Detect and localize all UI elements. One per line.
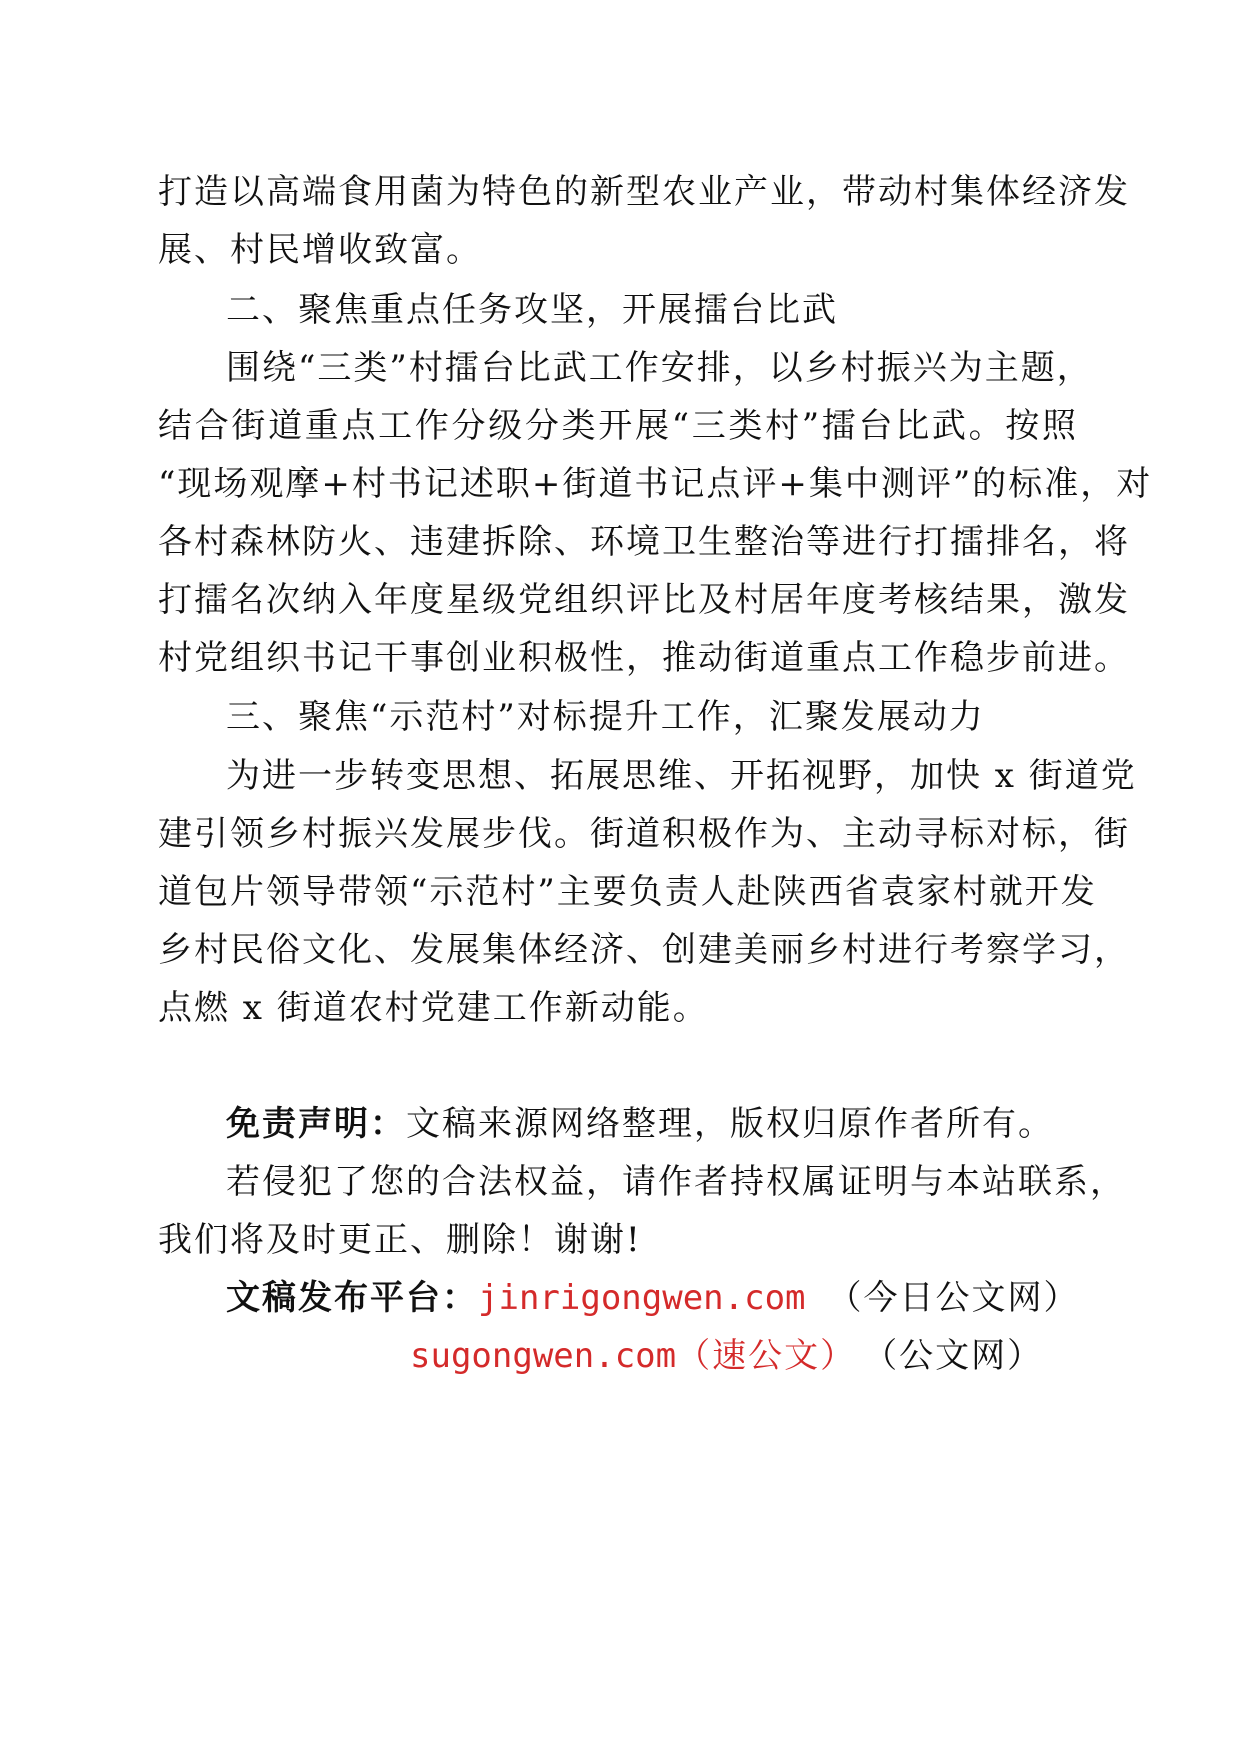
platform-line-2 xyxy=(410,1336,1090,1376)
platform-label: 文稿发布平台： xyxy=(226,1278,478,1318)
paragraph-line: 村党组织书记干事创业积极性，推动街道重点工作稳步前进。 xyxy=(158,638,1130,678)
paragraph-line: 各村森林防火、违建拆除、环境卫生整治等进行打擂排名，将 xyxy=(158,522,1130,562)
disclaimer-line-2: 若侵犯了您的合法权益，请作者持权属证明与本站联系， xyxy=(226,1162,1126,1202)
site1-link[interactable]: jinrigongwen.com xyxy=(478,1278,806,1318)
paragraph-line: “现场观摩+村书记述职+街道书记点评+集中测评”的标准，对 xyxy=(158,464,1153,504)
paragraph-line: 乡村民俗文化、发展集体经济、创建美丽乡村进行考察学习， xyxy=(158,930,1130,970)
section-heading-2: 二、聚焦重点任务攻坚，开展擂台比武 xyxy=(226,290,838,330)
paragraph-line: 展、村民增收致富。 xyxy=(158,230,482,270)
paragraph-line: 道包片领导带领“示范村”主要负责人赴陕西省袁家村就开发 xyxy=(158,872,1097,912)
paragraph-line: 点燃 x 街道农村党建工作新动能。 xyxy=(158,988,709,1028)
paragraph-line: 打造以高端食用菌为特色的新型农业产业，带动村集体经济发 xyxy=(158,172,1130,212)
site2-name: （公文网） xyxy=(880,1336,1044,1376)
paragraph-line: 围绕“三类”村擂台比武工作安排，以乡村振兴为主题， xyxy=(226,348,1093,388)
disclaimer-label: 免责声明： xyxy=(226,1104,406,1144)
paragraph-line: 打擂名次纳入年度星级党组织评比及村居年度考核结果，激发 xyxy=(158,580,1130,620)
paragraph-line: 建引领乡村振兴发展步伐。街道积极作为、主动寻标对标，街 xyxy=(158,814,1130,854)
disclaimer-text: 文稿来源网络整理，版权归原作者所有。 xyxy=(406,1104,1054,1144)
section-heading-3: 三、聚焦“示范村”对标提升工作，汇聚发展动力 xyxy=(226,697,985,737)
platform-line xyxy=(226,1278,1078,1318)
paragraph-line: 结合街道重点工作分级分类开展“三类村”擂台比武。按照 xyxy=(158,406,1078,446)
site2-link[interactable]: sugongwen.com xyxy=(410,1336,677,1376)
site1-name: （今日公文网） xyxy=(827,1278,1080,1318)
disclaimer-line-3: 我们将及时更正、删除！谢谢! xyxy=(158,1220,642,1260)
site2-alias: （速公文） xyxy=(676,1336,857,1376)
disclaimer-line xyxy=(226,1104,1078,1144)
paragraph-line: 为进一步转变思想、拓展思维、开拓视野，加快 x 街道党 xyxy=(226,756,1137,796)
